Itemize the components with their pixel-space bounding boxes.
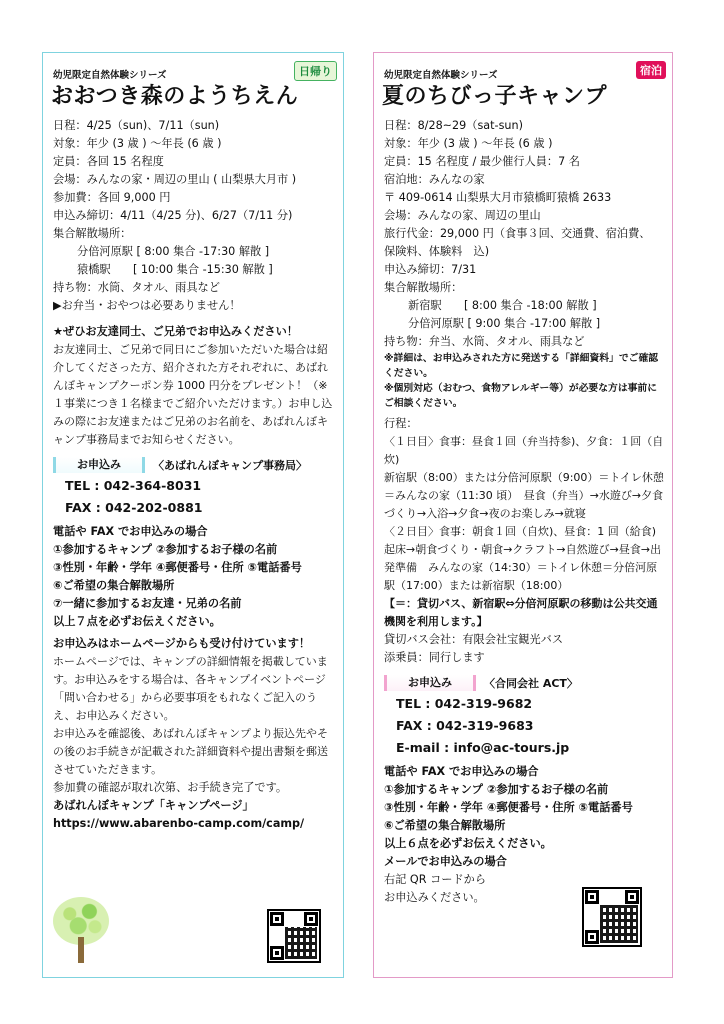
info-line: 集合解散場所： [53,227,132,240]
info-line: 会場：みんなの家、周辺の里山 [384,209,541,222]
info-line: 申込み締切：7/31 [384,263,477,276]
mail-heading: メールでお申込みの場合 [384,855,507,868]
qr-code[interactable] [582,887,642,947]
page-title: おおつき森のようちえん [51,84,299,109]
schedule-heading: 行程： [384,417,418,430]
info-line: 日程：4/25（sun)、7/11（sun) [53,119,220,132]
info-line: 対象：年少 (3 歳 ) ～年長 (6 歳 ) [53,137,222,150]
apply-row [53,455,337,475]
fax-number: FAX : 042-319-9683 [396,718,534,733]
qr-code[interactable] [267,909,321,963]
phone-heading: 電話や FAX でお申込みの場合 [384,765,539,778]
belongings: 持ち物：弁当、水筒、タオル、雨具など [384,335,585,348]
info-line: 定員：15 名程度 / 最少催行人員：7 名 [384,155,580,168]
day1-route: 新宿駅（8:00）または分倍河原駅（9:00）＝トイレ休憩＝みんなの家（11:30 頃） 昼食（弁当）→水遊び→夕食づくり→入浴→夕食→夜のお楽しみ→就寝 [384,471,664,520]
fax-number: FAX : 042-202-0881 [65,500,203,515]
transport-note: 【＝：貸切バス、新宿駅⇔分倍河原駅の移動は公共交通機関を利用します。】 [384,597,658,628]
phone-item: ①参加するキャンプ ②参加するお子様の名前 [53,543,278,556]
web-text: ホームページでは、キャンプの詳細情報を掲載しています。お申込みをする場合は、各キャンプイベントページ「問い合わせる」から必要事項をもれなくご記入のうえ、お申込みください。 [53,655,328,722]
site-name: あばれんぼキャンプ「キャンプページ」 [53,799,254,812]
web-text: お申込みを確認後、あばれんぼキャンプより振込先やその後のお手続きが記載された詳細資料や提出書類を郵送させていただきます。 [53,727,328,776]
day-trip-card [42,52,344,978]
series-label: 幼児限定自然体験シリーズ [53,70,167,81]
apply-row [384,673,666,693]
phone-item: ①参加するキャンプ ②参加するお子様の名前 [384,783,609,796]
apply-label: お申込み [53,457,145,473]
phone-item: 以上６点を必ずお伝えください。 [384,837,552,850]
email-address[interactable]: E-mail : info@ac-tours.jp [396,740,570,755]
phone-item: ③性別・年齢・学年 ④郵便番号・住所 ⑤電話番号 [384,801,633,814]
info-line: 対象：年少 (3 歳 ) ～年長 (6 歳 ) [384,137,553,150]
info-line: 旅行代金：29,000 円（食事３回、交通費、宿泊費、 [384,227,651,240]
belongings: 持ち物：水筒、タオル、雨具など [53,281,220,294]
mail-text: 右記 QR コードから [384,873,487,886]
info-line: 〒 409-0614 山梨県大月市猿橋町猿橋 2633 [384,191,612,204]
info-line: 会場：みんなの家・周辺の里山 ( 山梨県大月市 ) [53,173,297,186]
web-text: 参加費の確認が取れ次第、お手続き完了です。 [53,781,288,794]
escort: 添乗員：同行します [384,651,485,664]
day-trip-details [53,117,337,833]
info-line: 申込み締切：4/11（4/25 分)、6/27（7/11 分) [53,209,293,222]
friend-text: お友達同士、ご兄弟で同日にご参加いただいた場合は紹介してくださった方、紹介された方それぞれに、あばれんぼキャンプクーポン券 1000 円分をプレゼント！（※１事業につき１名様までご紹介いただけます。）お申し込みの際にお友達またはご兄弟のお名前を、あばれんぼキャンプ事務局までお知らせください。 [53,343,333,446]
tree-illustration [53,897,109,963]
mail-text: お申込みください。 [384,891,485,904]
info-line: 宿泊地：みんなの家 [384,173,485,186]
overnight-details [384,117,666,907]
meeting-point: 分倍河原駅 [ 9:00 集合 -17:00 解散 ] [408,317,601,330]
phone-item: ⑥ご希望の集合解散場所 [53,579,175,592]
web-heading: お申込みはホームページからも受け付けています！ [53,637,311,650]
phone-item: ⑥ご希望の集合解散場所 [384,819,506,832]
friend-heading: ★ぜひお友達同士、ご兄弟でお申込みください！ [53,325,298,338]
apply-organizer: 〈合同会社 ACT〉 [484,677,578,690]
tel-number: TEL : 042-364-8031 [65,478,202,493]
overnight-badge: 宿泊 [636,61,666,79]
overnight-card [373,52,673,978]
meeting-point: 分倍河原駅 [ 8:00 集合 -17:30 解散 ] [77,245,270,258]
note: ※個別対応（おむつ、食物アレルギー等）が必要な方は事前にご相談ください。 [384,383,658,409]
page-title: 夏のちびっ子キャンプ [382,84,608,109]
meeting-point: 猿橋駅 [ 10:00 集合 -15:30 解散 ] [77,263,273,276]
phone-heading: 電話や FAX でお申込みの場合 [53,525,208,538]
meeting-point: 新宿駅 [ 8:00 集合 -18:00 解散 ] [408,299,597,312]
site-url[interactable]: https://www.abarenbo-camp.com/camp/ [53,817,305,830]
phone-item: 以上７点を必ずお伝えください。 [53,615,221,628]
info-line: 集合解散場所： [384,281,463,294]
apply-label: お申込み [384,675,476,691]
day1-meals: 〈１日目〉食事：昼食１回（弁当持参)、夕食：１回（自炊) [384,435,664,466]
info-line: 定員：各回 15 名程度 [53,155,164,168]
day-trip-badge: 日帰り [294,61,337,81]
info-line: 保険料、体験料 込) [384,245,490,258]
lunch-note: ▶お弁当・おやつは必要ありません！ [53,299,241,312]
day2-meals: 〈２日目〉食事：朝食１回（自炊)、昼食：1 回（給食) [384,525,657,538]
note: ※詳細は、お申込みされた方に発送する「詳細資料」でご確認ください。 [384,353,659,379]
info-line: 日程：8/28~29（sat-sun) [384,119,523,132]
phone-item: ③性別・年齢・学年 ④郵便番号・住所 ⑤電話番号 [53,561,302,574]
day2-route: 起床→朝食づくり・朝食→クラフト→自然遊び→昼食→出発準備 みんなの家（14:30）＝トイレ休憩＝分倍河原駅（17:00）または新宿駅（18:00） [384,543,662,592]
info-line: 参加費：各回 9,000 円 [53,191,171,204]
apply-organizer: 〈あばれんぼキャンプ事務局〉 [153,459,307,472]
bus-company: 貸切バス会社：有限会社宝観光バス [384,633,564,646]
tel-number: TEL : 042-319-9682 [396,696,533,711]
series-label: 幼児限定自然体験シリーズ [384,70,498,81]
phone-item: ⑦一緒に参加するお友達・兄弟の名前 [53,597,242,610]
